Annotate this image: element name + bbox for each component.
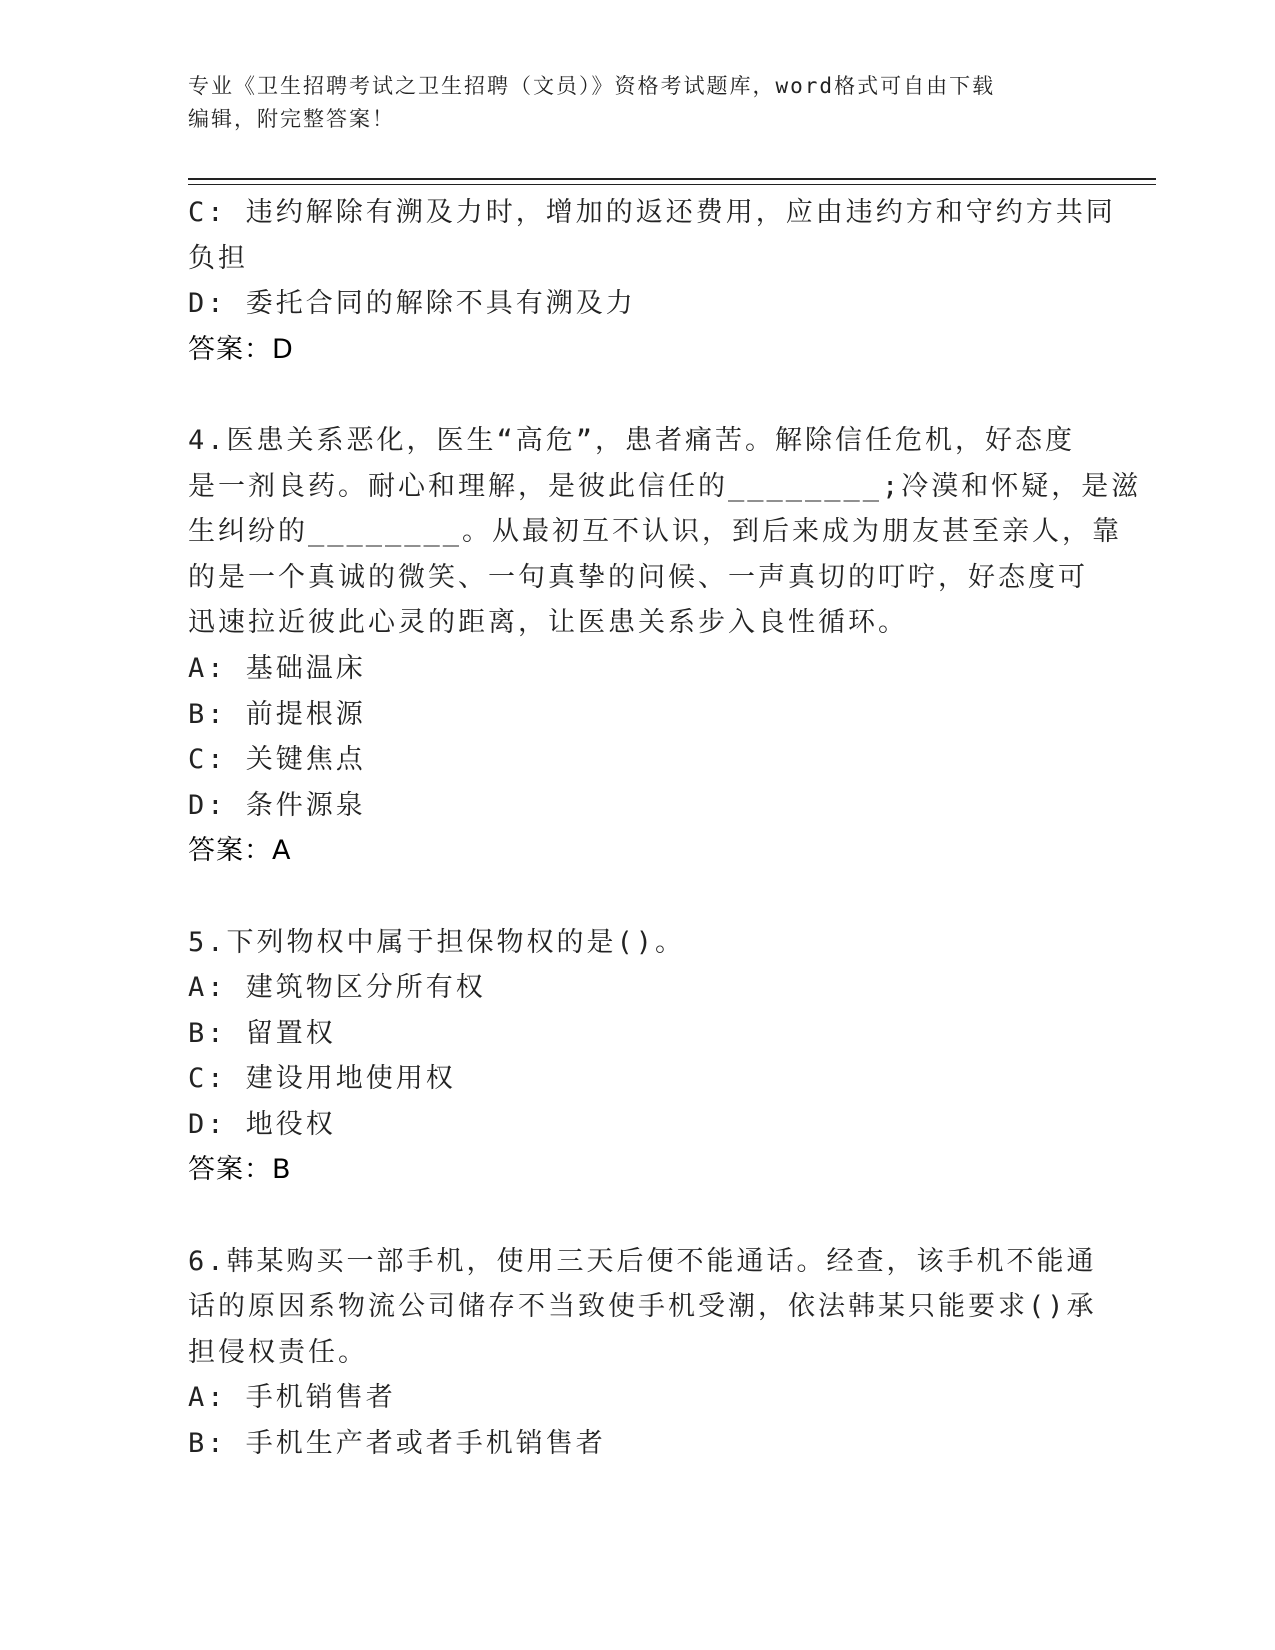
q5-option-c: C: 建设用地使用权 [188, 1063, 456, 1095]
q5-answer: 答案：B [188, 1154, 292, 1186]
document-header [188, 70, 1088, 136]
header-divider-thin [188, 184, 1156, 185]
q5-option-a: A: 建筑物区分所有权 [188, 972, 486, 1004]
q5-stem: 5.下列物权中属于担保物权的是()。 [188, 926, 686, 958]
q3-option-c-line-1: C: 违约解除有溯及力时，增加的返还费用，应由违约方和守约方共同 [188, 197, 1116, 228]
header-line-2: 编辑，附完整答案！ [188, 107, 395, 131]
q3-option-d: D: 委托合同的解除不具有溯及力 [188, 288, 636, 320]
question-spacer [188, 372, 1088, 418]
header-line-1: 专业《卫生招聘考试之卫生招聘（文员）》资格考试题库，word格式可自由下载 [188, 74, 996, 98]
q4-stem-line-3: 生纠纷的________。从最初互不认识，到后来成为朋友甚至亲人，靠 [188, 516, 1123, 548]
question-list [188, 190, 1142, 1467]
q4-option-d: D: 条件源泉 [188, 789, 366, 821]
q4-answer: 答案：A [188, 835, 292, 867]
q4-option-c: C: 关键焦点 [188, 744, 366, 776]
question-spacer [188, 1193, 1088, 1239]
q5-option-d: D: 地役权 [188, 1108, 336, 1140]
q5-option-b: B: 留置权 [188, 1017, 336, 1049]
q4-stem-line-2: 是一剂良药。耐心和理解，是彼此信任的________;冷漠和怀疑，是滋 [188, 470, 1142, 502]
q6-option-b: B: 手机生产者或者手机销售者 [188, 1428, 606, 1460]
q6-stem-line-2: 话的原因系物流公司储存不当致使手机受潮，依法韩某只能要求()承 [188, 1291, 1097, 1323]
q3-answer: 答案：D [188, 333, 294, 365]
question-spacer [188, 874, 1088, 920]
q6-option-a: A: 手机销售者 [188, 1382, 396, 1414]
q4-stem-line-1: 4.医患关系恶化，医生“高危”，患者痛苦。解除信任危机，好态度 [188, 424, 1076, 456]
q3-option-c-line-2: 负担 [188, 242, 248, 274]
q4-stem-line-4: 的是一个真诚的微笑、一句真挚的问候、一声真切的叮咛，好态度可 [188, 561, 1088, 593]
q4-stem-line-5: 迅速拉近彼此心灵的距离，让医患关系步入良性循环。 [188, 607, 908, 639]
q4-option-b: B: 前提根源 [188, 698, 366, 730]
q4-option-a: A: 基础温床 [188, 652, 366, 684]
q6-stem-line-1: 6.韩某购买一部手机，使用三天后便不能通话。经查，该手机不能通 [188, 1245, 1097, 1277]
header-divider-thick [188, 178, 1156, 180]
q6-stem-line-3: 担侵权责任。 [188, 1336, 368, 1368]
